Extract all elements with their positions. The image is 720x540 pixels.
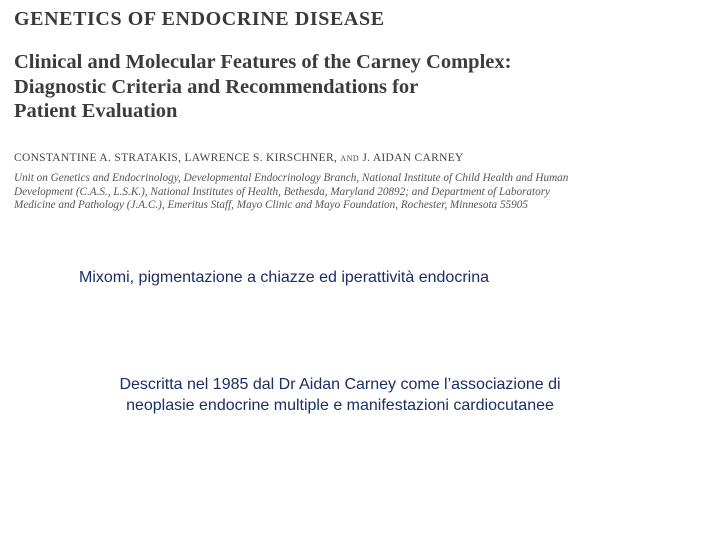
affiliation-line: Unit on Genetics and Endocrinology, Developmental Endocrinology Branch, National Institute of Child Health and Human <box>14 172 569 184</box>
article-title-line: Diagnostic Criteria and Recommendations for <box>14 75 419 98</box>
description-line: Descritta nel 1985 dal Dr Aidan Carney come l’associazione di <box>119 376 561 393</box>
article-header-clipping <box>10 6 675 211</box>
affiliation-line: Medicine and Pathology (J.A.C.), Emeritus Staff, Mayo Clinic and Mayo Foundation, Rochester, Minnesota 55905 <box>14 199 528 212</box>
article-title-line: Clinical and Molecular Features of the Carney Complex: <box>14 51 512 73</box>
journal-section-heading: GENETICS OF ENDOCRINE DISEASE <box>14 8 385 30</box>
article-affiliation <box>14 172 676 213</box>
description-line: neoplasie endocrine multiple e manifestazioni cardiocutanee <box>126 397 554 414</box>
slide-subtitle: Mixomi, pigmentazione a chiazze ed iperattività endocrina <box>79 269 489 286</box>
article-authors <box>14 152 464 164</box>
article-title-line: Patient Evaluation <box>14 100 178 122</box>
authors-first: CONSTANTINE A. STRATAKIS, LAWRENCE S. KIRSCHNER, <box>14 152 338 164</box>
article-title <box>14 50 674 124</box>
slide-description <box>60 374 620 416</box>
affiliation-line: Development (C.A.S., L.S.K.), National Institutes of Health, Bethesda, Maryland 20892; and Department of Laboratory <box>14 185 551 198</box>
authors-last: J. AIDAN CARNEY <box>362 152 464 164</box>
authors-conjunction: AND <box>340 154 360 163</box>
